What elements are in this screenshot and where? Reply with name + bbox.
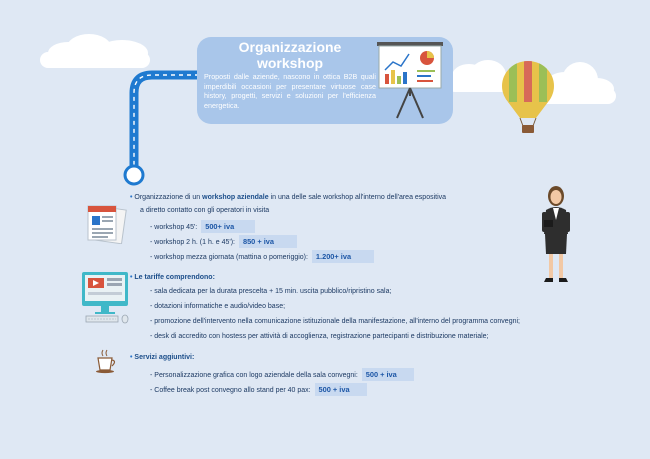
workshop-item-label: - workshop 2 h. (1 h. e 45'):: [150, 239, 235, 246]
workshop-item-price: 850 + iva: [239, 235, 297, 248]
businesswoman-icon: [538, 184, 574, 286]
extra-service-label: - Coffee break post convegno allo stand per 40 pax:: [150, 387, 311, 394]
workshop-item: [150, 250, 374, 263]
extra-service-label: - Personalizzazione grafica con logo aziendale della sala convegni:: [150, 372, 358, 379]
workshop-item: [150, 235, 297, 248]
workshop-item-label: - workshop mezza giornata (mattina o pomeriggio):: [150, 254, 308, 261]
included-item: - desk di accredito con hostess per attività di accoglienza, registrazione partecipanti e distribuzione materiale;: [150, 333, 489, 340]
workshop-item: [150, 220, 255, 233]
extra-service-price: 500 + iva: [315, 383, 367, 396]
section2-title: [130, 273, 215, 282]
header-description: Proposti dalle aziende, nascono in ottica B2B quali imperdibili occasioni per presentare virtuose case history, progetti, servizi e soluzioni per l'efficienza energetica.: [204, 72, 376, 110]
coffee-cup-icon: [95, 348, 119, 374]
section1-intro-bold: workshop aziendale: [202, 194, 269, 201]
workshop-item-price: 500+ iva: [201, 220, 255, 233]
presentation-board-icon: [375, 40, 445, 120]
header-title: Organizzazione workshop: [238, 39, 342, 71]
section1-intro-prefix: Organizzazione di un: [134, 194, 203, 201]
extra-service-item: [150, 383, 367, 396]
included-item: - dotazioni informatiche e audio/video base;: [150, 303, 286, 310]
extra-service-price: 500 + iva: [362, 368, 414, 381]
document-icon: [82, 204, 130, 244]
computer-monitor-icon: [80, 270, 132, 326]
bullet-icon: •: [130, 194, 133, 201]
included-item: - promozione dell'intervento nella comunicazione istituzionale della manifestazione, all'interno del programma convegni;: [150, 318, 520, 325]
section2-title-text: Le tariffe comprendono:: [134, 274, 215, 281]
extra-service-item: [150, 368, 414, 381]
section1-intro-suffix: in una delle sale workshop all'interno dell'area espositiva: [268, 194, 447, 201]
section3-title-text: Servizi aggiuntivi:: [134, 354, 195, 361]
section1-intro-line2: a diretto contatto con gli operatori in visita: [140, 207, 270, 214]
bullet-icon: •: [130, 274, 133, 281]
hot-air-balloon-icon: [500, 60, 556, 134]
section3-title: [130, 353, 194, 362]
workshop-item-label: - workshop 45':: [150, 224, 198, 231]
workshop-item-price: 1.200+ iva: [312, 250, 374, 263]
bullet-icon: •: [130, 354, 133, 361]
section1-intro: [130, 193, 446, 202]
included-item: - sala dedicata per la durata prescelta + 15 min. uscita pubblico/ripristino sala;: [150, 288, 392, 295]
